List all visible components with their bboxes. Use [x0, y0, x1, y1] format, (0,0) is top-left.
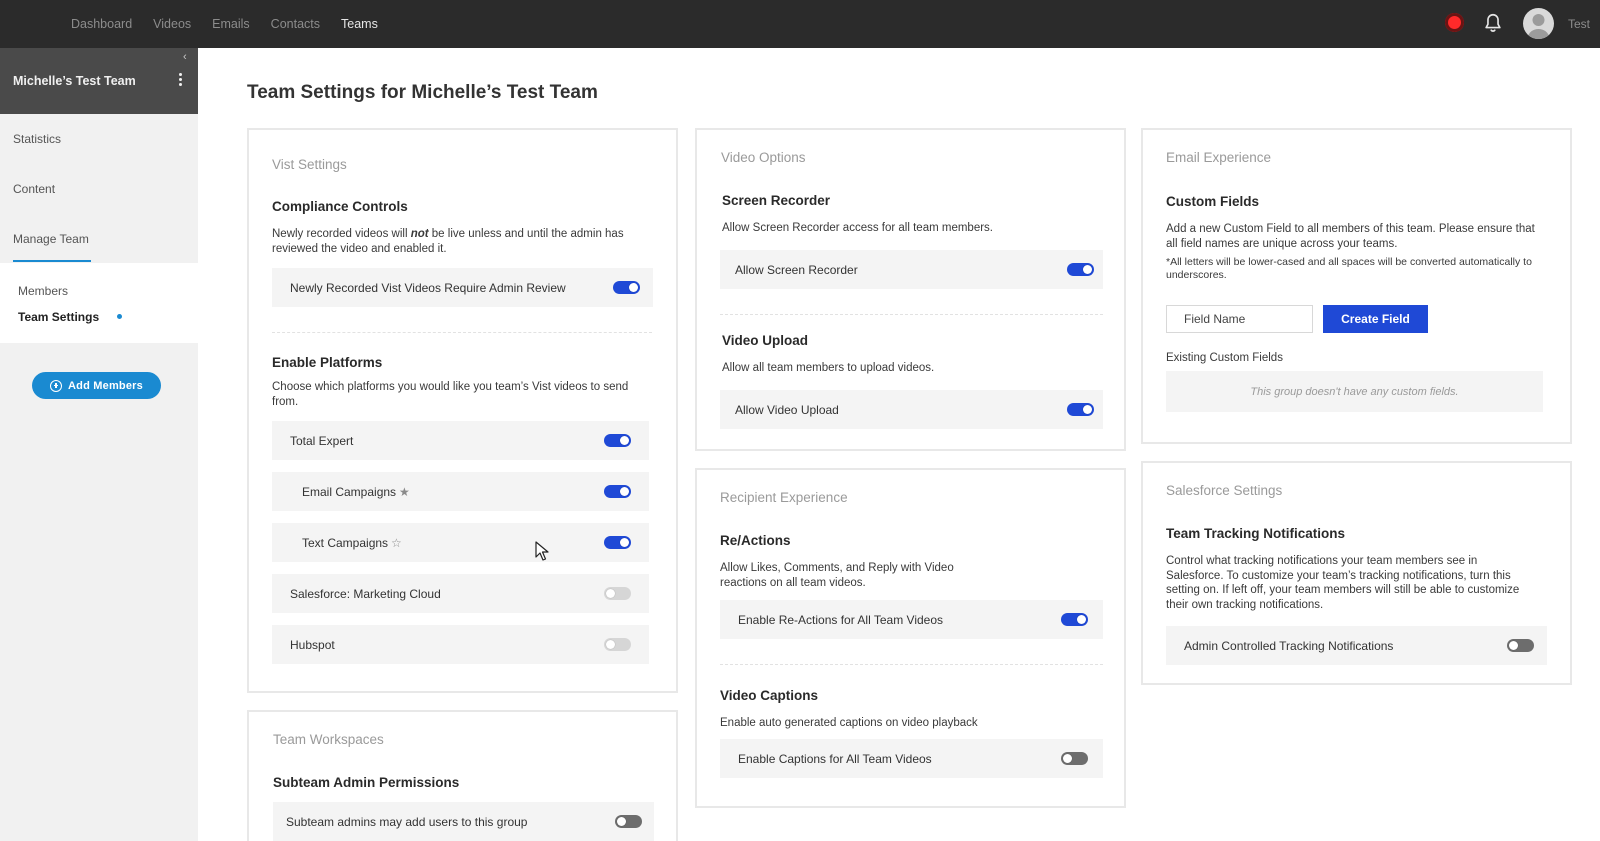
captions-label: Enable Captions for All Team Videos: [738, 752, 932, 766]
nav-videos[interactable]: Videos: [153, 17, 192, 31]
platform-label: Email Campaigns: [302, 485, 397, 499]
platform-row-total-expert: [272, 421, 649, 460]
video-captions-description: Enable auto generated captions on video playback: [720, 717, 978, 729]
nav-emails[interactable]: Emails: [212, 17, 250, 31]
video-upload-row: [720, 390, 1103, 429]
nav-contacts[interactable]: Contacts: [270, 17, 321, 31]
admin-review-row: [272, 268, 653, 307]
tracking-notifications-description: Control what tracking notifications your team members see in Salesforce. To customize your team’s tracking notifications, turn this setting on. If left off, your team members will still be able to customize their own tracking notifications.: [1166, 555, 1520, 611]
subnav-members[interactable]: Members: [18, 284, 69, 298]
user-name[interactable]: Test: [1568, 17, 1591, 31]
video-options-title: Video Options: [721, 150, 806, 165]
admin-review-toggle[interactable]: [613, 281, 640, 294]
enable-platforms-description: Choose which platforms you would like you team’s Vist videos to send from.: [272, 381, 629, 408]
subteam-permissions-title: Subteam Admin Permissions: [273, 775, 460, 790]
page-title: Team Settings for Michelle’s Test Team: [247, 82, 598, 103]
manage-team-subnav: [0, 263, 198, 343]
reactions-description: Allow Likes, Comments, and Reply with Video reactions on all team videos.: [720, 562, 954, 589]
active-dot: [117, 314, 122, 319]
tracking-notifications-title: Team Tracking Notifications: [1166, 526, 1346, 541]
team-name: Michelle’s Test Team: [13, 74, 136, 88]
add-members-button[interactable]: [32, 372, 161, 399]
create-field-button[interactable]: Create Field: [1323, 305, 1428, 333]
reactions-label: Enable Re-Actions for All Team Videos: [738, 613, 944, 627]
divider: [720, 664, 1103, 665]
platform-label: Text Campaigns: [302, 536, 389, 550]
video-upload-toggle[interactable]: [1067, 403, 1094, 416]
record-icon[interactable]: [1445, 13, 1464, 32]
sidebar-item-manage-team[interactable]: Manage Team: [13, 232, 89, 246]
nav-dashboard[interactable]: Dashboard: [71, 17, 133, 31]
subteam-row: [273, 802, 654, 841]
team-header: [0, 48, 198, 114]
subnav-team-settings[interactable]: Team Settings: [18, 310, 100, 324]
screen-recorder-row: [720, 250, 1103, 289]
mouse-cursor-icon: [535, 541, 549, 561]
recipient-experience-title: Recipient Experience: [720, 490, 848, 505]
user-avatar[interactable]: [1523, 8, 1554, 39]
reactions-row: [720, 600, 1103, 639]
existing-fields-label: Existing Custom Fields: [1166, 352, 1283, 364]
collapse-sidebar-icon[interactable]: ‹: [183, 51, 187, 63]
enable-platforms-title: Enable Platforms: [272, 355, 383, 370]
text-campaigns-toggle[interactable]: [604, 536, 631, 549]
salesforce-settings-title: Salesforce Settings: [1166, 483, 1283, 498]
sidebar-item-content[interactable]: Content: [13, 182, 56, 196]
platform-label: Hubspot: [290, 638, 335, 652]
tracking-notifications-toggle[interactable]: [1507, 639, 1534, 652]
video-captions-title: Video Captions: [720, 688, 819, 703]
sidebar-item-statistics[interactable]: Statistics: [13, 132, 62, 146]
field-name-input[interactable]: [1166, 305, 1313, 333]
compliance-controls-title: Compliance Controls: [272, 199, 408, 214]
nav-teams[interactable]: Teams: [341, 17, 378, 31]
email-campaigns-toggle[interactable]: [604, 485, 631, 498]
compliance-description: Newly recorded videos will not be live unless and until the admin has reviewed the video and enabled it.: [272, 228, 624, 255]
subteam-label: Subteam admins may add users to this group: [286, 815, 528, 829]
star-filled-icon: ★: [399, 485, 410, 499]
platform-label-wrap: [302, 536, 402, 550]
screen-recorder-title: Screen Recorder: [722, 193, 831, 208]
team-workspaces-title: Team Workspaces: [273, 732, 384, 747]
platform-label: Total Expert: [290, 434, 354, 448]
tracking-notifications-row: [1166, 626, 1547, 665]
email-experience-title: Email Experience: [1166, 150, 1272, 165]
captions-toggle[interactable]: [1061, 752, 1088, 765]
platform-row-email-campaigns: [272, 472, 649, 511]
divider: [720, 314, 1103, 315]
sidebar: [0, 48, 198, 841]
reactions-toggle[interactable]: [1061, 613, 1088, 626]
vist-settings-title: Vist Settings: [272, 157, 347, 172]
custom-fields-empty-state: This group doesn't have any custom fields.: [1166, 371, 1543, 412]
custom-fields-note: *All letters will be lower-cased and all spaces will be converted automatically to underscores.: [1166, 256, 1532, 281]
tracking-notifications-label: Admin Controlled Tracking Notifications: [1184, 639, 1394, 653]
video-upload-label: Allow Video Upload: [735, 403, 839, 417]
star-outline-icon: ☆: [391, 536, 402, 550]
divider: [272, 332, 652, 333]
platform-row-salesforce-mc: [272, 574, 649, 613]
screen-recorder-description: Allow Screen Recorder access for all team members.: [722, 222, 993, 234]
subteam-toggle[interactable]: [615, 815, 642, 828]
screen-recorder-label: Allow Screen Recorder: [735, 263, 858, 277]
platform-label: Salesforce: Marketing Cloud: [290, 587, 441, 601]
video-upload-title: Video Upload: [722, 333, 809, 348]
custom-fields-title: Custom Fields: [1166, 194, 1260, 209]
top-nav: [71, 0, 399, 48]
reactions-title: Re/Actions: [720, 533, 791, 548]
add-members-label: Add Members: [68, 379, 143, 392]
platform-row-hubspot: [272, 625, 649, 664]
hubspot-toggle[interactable]: [604, 638, 631, 651]
total-expert-toggle[interactable]: [604, 434, 631, 447]
bell-icon[interactable]: [1482, 12, 1504, 34]
top-bar: [0, 0, 1600, 48]
more-options-icon[interactable]: [178, 73, 184, 89]
active-tab-indicator: [13, 260, 91, 262]
screen-recorder-toggle[interactable]: [1067, 263, 1094, 276]
captions-row: [720, 739, 1103, 778]
custom-fields-description: Add a new Custom Field to all members of this team. Please ensure that all field names are unique across your teams.: [1166, 223, 1535, 250]
platform-row-text-campaigns: [272, 523, 649, 562]
plus-circle-icon: [50, 380, 62, 392]
admin-review-label: Newly Recorded Vist Videos Require Admin Review: [290, 281, 566, 295]
salesforce-mc-toggle[interactable]: [604, 587, 631, 600]
platform-label-wrap: [302, 485, 410, 499]
video-upload-description: Allow all team members to upload videos.: [722, 362, 935, 374]
